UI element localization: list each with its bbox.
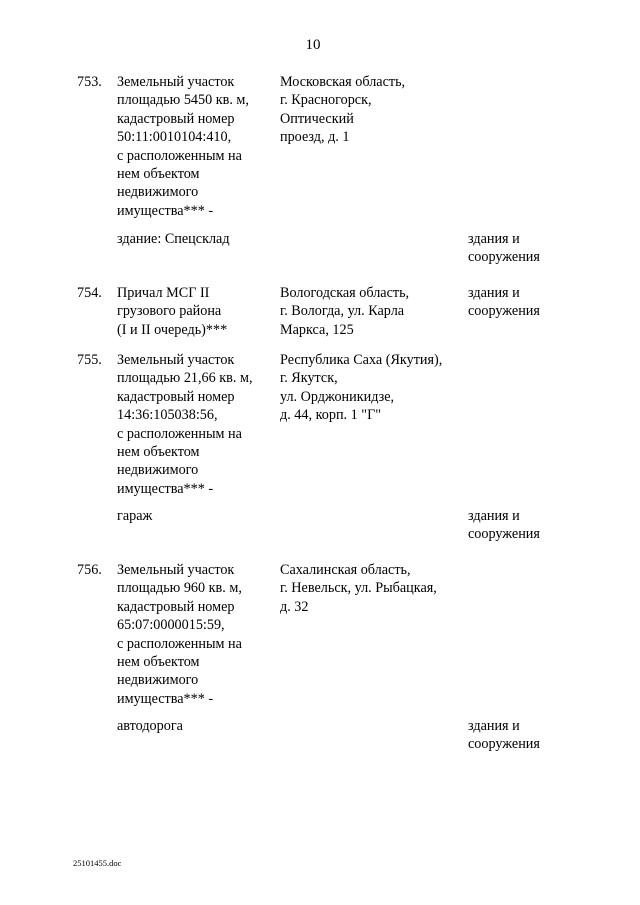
sub-item-category: здания и сооружения (468, 508, 540, 543)
entry-description: Земельный участок площадью 5450 кв. м, кадастровый номер 50:11:0010104:410, с расположенным на нем объектом недвижимого имущества*** - (117, 74, 249, 219)
sub-item-description: автодорога (117, 718, 183, 734)
sub-item-description: гараж (117, 508, 153, 524)
entry-number: 753. (77, 74, 102, 90)
entry-address: Московская область, г. Красногорск, Оптический проезд, д. 1 (280, 74, 406, 146)
entry-number: 756. (77, 562, 102, 578)
entry-description: Причал МСГ II грузового района (I и II очередь)*** (117, 285, 228, 338)
entry-category: здания и сооружения (468, 285, 540, 320)
entry-address: Вологодская область, г. Вологда, ул. Карла Маркса, 125 (280, 285, 410, 338)
entry-number: 754. (77, 285, 102, 301)
entry-description: Земельный участок площадью 960 кв. м, кадастровый номер 65:07:0000015:59, с расположенным на нем объектом недвижимого имущества*** - (117, 562, 242, 707)
sub-item-category: здания и сооружения (468, 718, 540, 753)
page-number: 10 (305, 37, 321, 53)
entry-address: Сахалинская область, г. Невельск, ул. Рыбацкая, д. 32 (280, 562, 437, 615)
footer-filename: 25101455.doc (73, 858, 122, 868)
sub-item-category: здания и сооружения (468, 231, 540, 266)
entry-description: Земельный участок площадью 21,66 кв. м, кадастровый номер 14:36:105038:56, с расположенным на нем объектом недвижимого имущества*** - (117, 352, 253, 497)
entry-number: 755. (77, 352, 102, 368)
sub-item-description: здание: Спецсклад (117, 231, 230, 247)
entry-address: Республика Саха (Якутия), г. Якутск, ул. Орджоникидзе, д. 44, корп. 1 "Г" (280, 352, 443, 424)
